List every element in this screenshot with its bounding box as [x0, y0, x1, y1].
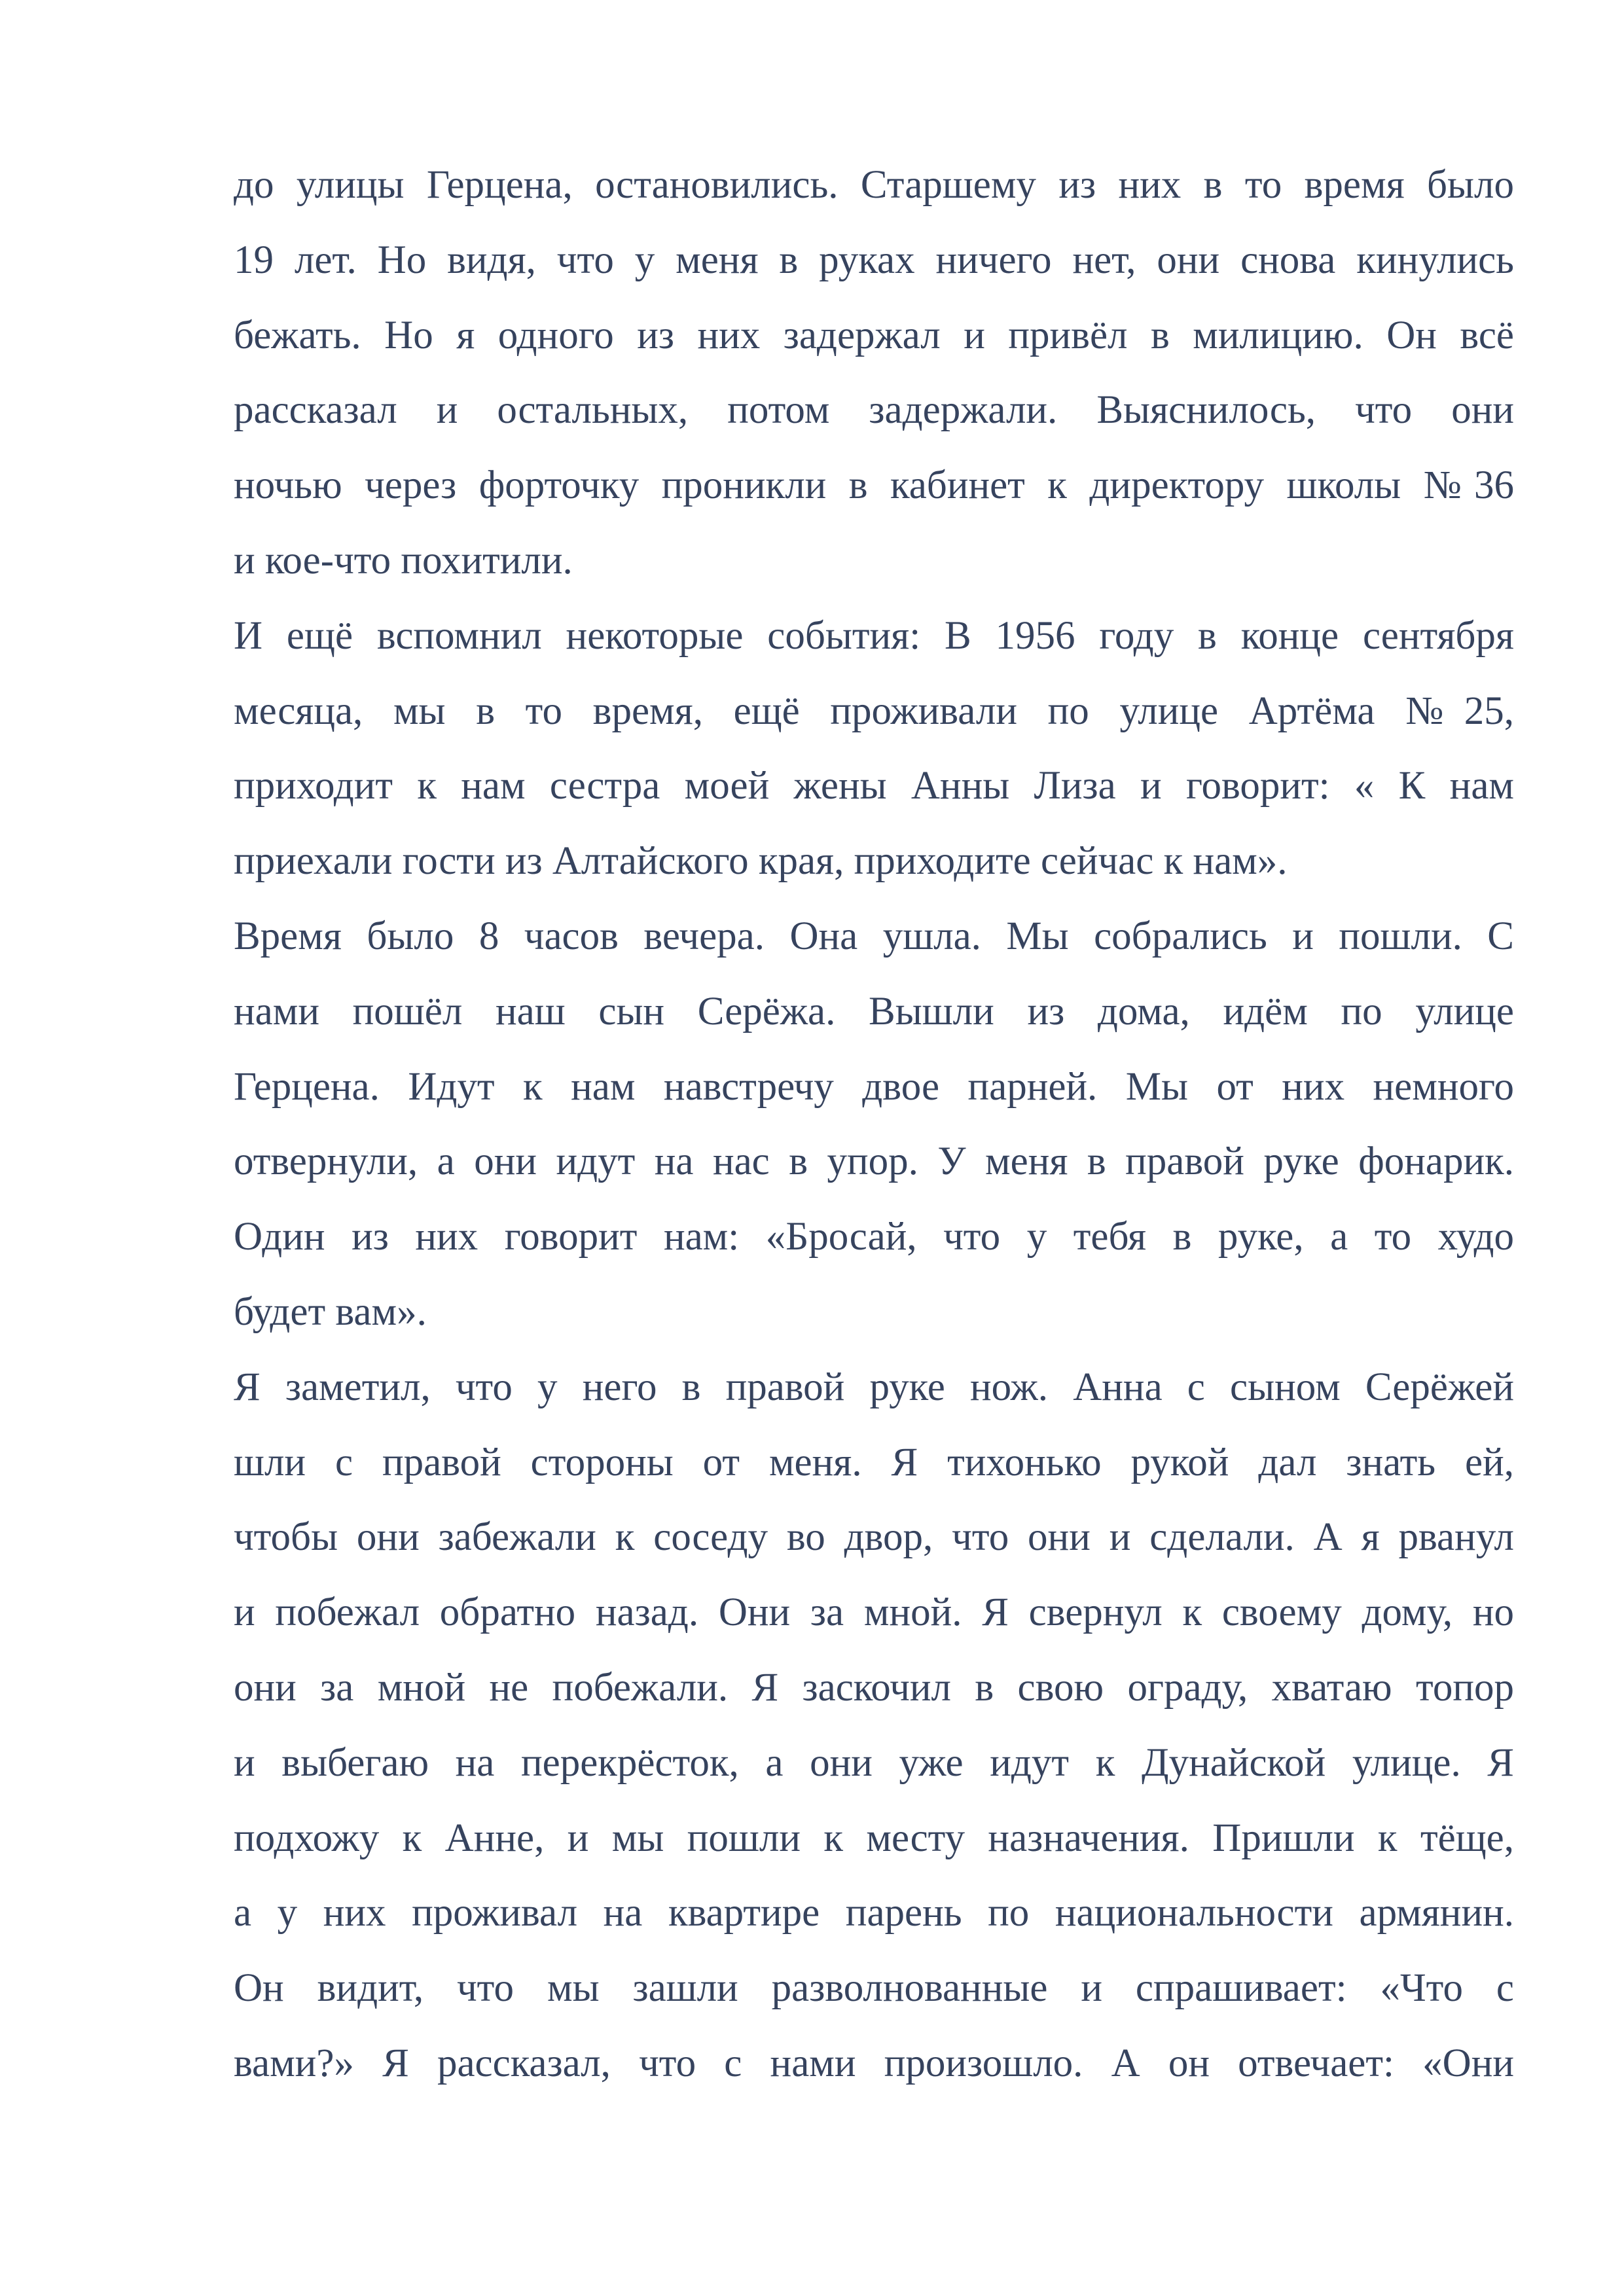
text-line: Герцена. Идут к нам навстречу двое парней. Мы от них немного — [234, 1065, 1514, 1109]
text-line: Он видит, что мы зашли разволнованные и спрашивает: «Что с — [234, 1966, 1514, 2010]
text-line: чтобы они забежали к соседу во двор, что они и сделали. А я рванул — [234, 1515, 1514, 1559]
text-line: И ещё вспомнил некоторые события: В 1956 году в конце сентября — [234, 614, 1514, 658]
text-line: вами?» Я рассказал, что с нами произошло. А он отвечает: «Они — [234, 2041, 1514, 2085]
text-line: бежать. Но я одного из них задержал и привёл в милицию. Он всё — [234, 314, 1514, 357]
text-line: Один из них говорит нам: «Бросай, что у тебя в руке, а то худо — [234, 1215, 1514, 1259]
text-line: 19 лет. Но видя, что у меня в руках ничего нет, они снова кинулись — [234, 238, 1514, 282]
text-line: а у них проживал на квартире парень по национальности армянин. — [234, 1891, 1514, 1935]
text-line: приехали гости из Алтайского края, приходите сейчас к нам». — [234, 839, 1288, 883]
text-line: будет вам». — [234, 1290, 427, 1334]
text-line: ночью через форточку проникли в кабинет к директору школы №36 — [234, 463, 1514, 507]
text-line: и выбегаю на перекрёсток, а они уже идут к Дунайской улице. Я — [234, 1741, 1514, 1785]
text-line: нами пошёл наш сын Серёжа. Вышли из дома, идём по улице — [234, 990, 1514, 1033]
text-line: до улицы Герцена, остановились. Старшему из них в то время было — [234, 163, 1514, 207]
text-line: и кое-что похитили. — [234, 539, 573, 583]
text-line: приходит к нам сестра моей жены Анны Лиза и говорит: « К нам — [234, 764, 1514, 808]
text-line: и побежал обратно назад. Они за мной. Я свернул к своему дому, но — [234, 1590, 1514, 1634]
text-line: подхожу к Анне, и мы пошли к месту назначения. Пришли к тёще, — [234, 1816, 1514, 1860]
text-line: они за мной не побежали. Я заскочил в свою ограду, хватаю топор — [234, 1666, 1514, 1710]
text-line: Время было 8 часов вечера. Она ушла. Мы собрались и пошли. С — [234, 914, 1514, 958]
text-line: рассказал и остальных, потом задержали. Выяснилось, что они — [234, 388, 1514, 432]
text-line: шли с правой стороны от меня. Я тихонько рукой дал знать ей, — [234, 1441, 1514, 1484]
text-line: отвернули, а они идут на нас в упор. У меня в правой руке фонарик. — [234, 1139, 1514, 1183]
text-line: месяца, мы в то время, ещё проживали по улице Артёма №25, — [234, 689, 1514, 733]
text-line: Я заметил, что у него в правой руке нож. Анна с сыном Серёжей — [234, 1365, 1514, 1409]
